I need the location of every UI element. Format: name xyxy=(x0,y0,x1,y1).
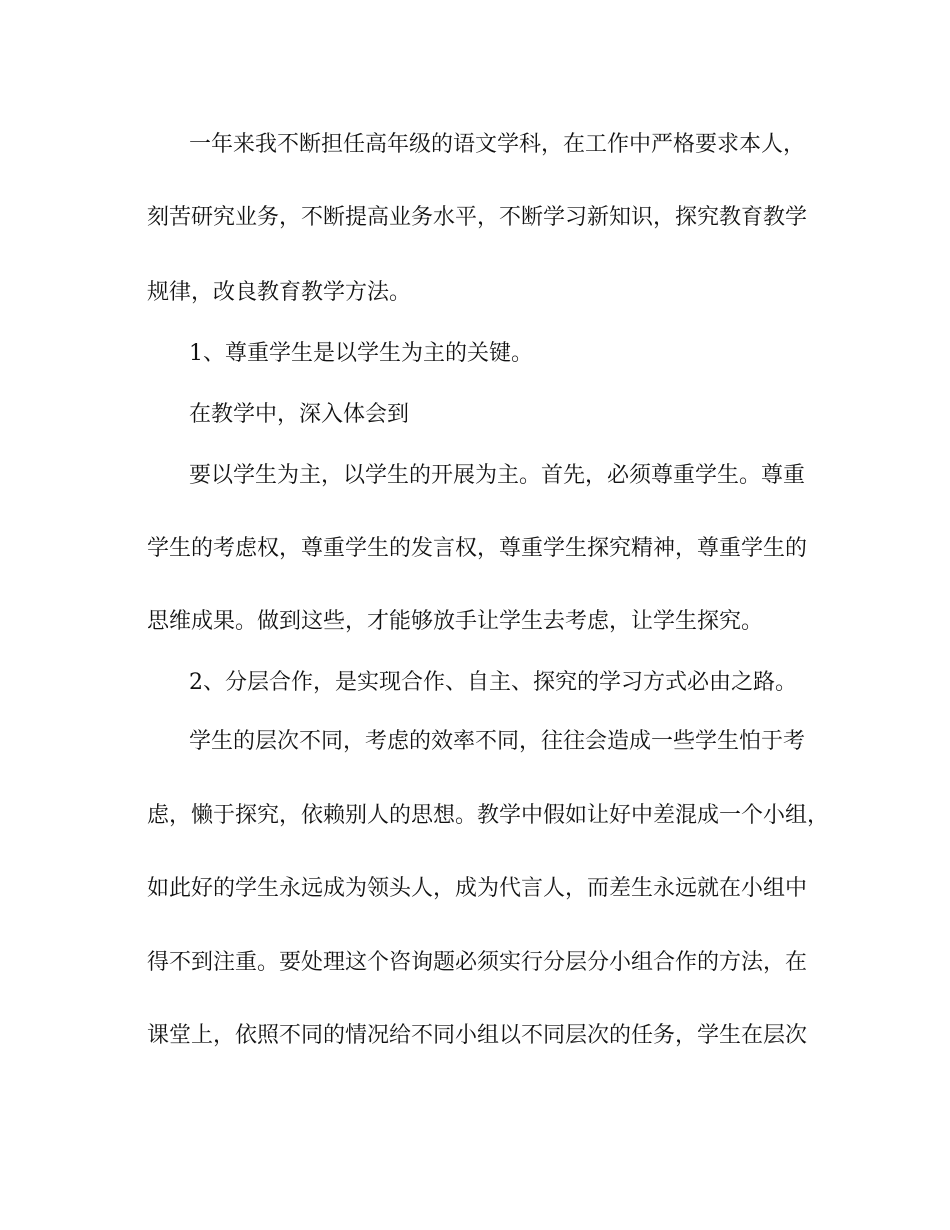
paragraph-line xyxy=(0,722,950,762)
text-line-1: 一年来我不断担任高年级的语文学科，在工作中严格要求本人， xyxy=(189,132,806,157)
paragraph-line xyxy=(0,125,950,165)
text-line-4: 1、尊重学生是以学生为主的关键。 xyxy=(189,341,533,366)
paragraph-line xyxy=(0,198,950,238)
text-line-5: 在教学中，深入体会到 xyxy=(189,402,410,427)
text-line-10: 学生的层次不同，考虑的效率不同，往往会造成一些学生怕于考 xyxy=(189,729,806,754)
text-line-12: 如此好的学生永远成为领头人，成为代言人，而差生永远就在小组中 xyxy=(147,876,808,901)
paragraph-line xyxy=(0,663,950,703)
text-line-14: 课堂上，依照不同的情况给不同小组以不同层次的任务，学生在层次 xyxy=(147,1023,808,1048)
text-line-13: 得不到注重。要处理这个咨询题必须实行分层分小组合作的方法，在 xyxy=(147,950,808,975)
text-line-11: 虑，懒于探究，依赖别人的思想。教学中假如让好中差混成一个小组， xyxy=(147,803,830,828)
paragraph-line xyxy=(0,869,950,909)
text-line-2: 刻苦研究业务，不断提高业务水平，不断学习新知识，探究教育教学 xyxy=(147,205,808,230)
paragraph-line xyxy=(0,602,950,642)
paragraph-line xyxy=(0,273,950,313)
text-line-3: 规律，改良教育教学方法。 xyxy=(147,280,412,305)
paragraph-line xyxy=(0,395,950,435)
paragraph-line xyxy=(0,529,950,569)
text-line-8: 思维成果。做到这些，才能够放手让学生去考虑，让学生探究。 xyxy=(147,609,764,634)
paragraph-line xyxy=(0,456,950,496)
paragraph-line xyxy=(0,943,950,983)
paragraph-line xyxy=(0,334,950,374)
text-line-7: 学生的考虑权，尊重学生的发言权，尊重学生探究精神，尊重学生的 xyxy=(147,536,808,561)
text-line-9: 2、分层合作，是实现合作、自主、探究的学习方式必由之路。 xyxy=(189,670,797,695)
paragraph-line xyxy=(0,1016,950,1056)
text-line-6: 要以学生为主，以学生的开展为主。首先，必须尊重学生。尊重 xyxy=(189,463,806,488)
paragraph-line xyxy=(0,796,950,836)
